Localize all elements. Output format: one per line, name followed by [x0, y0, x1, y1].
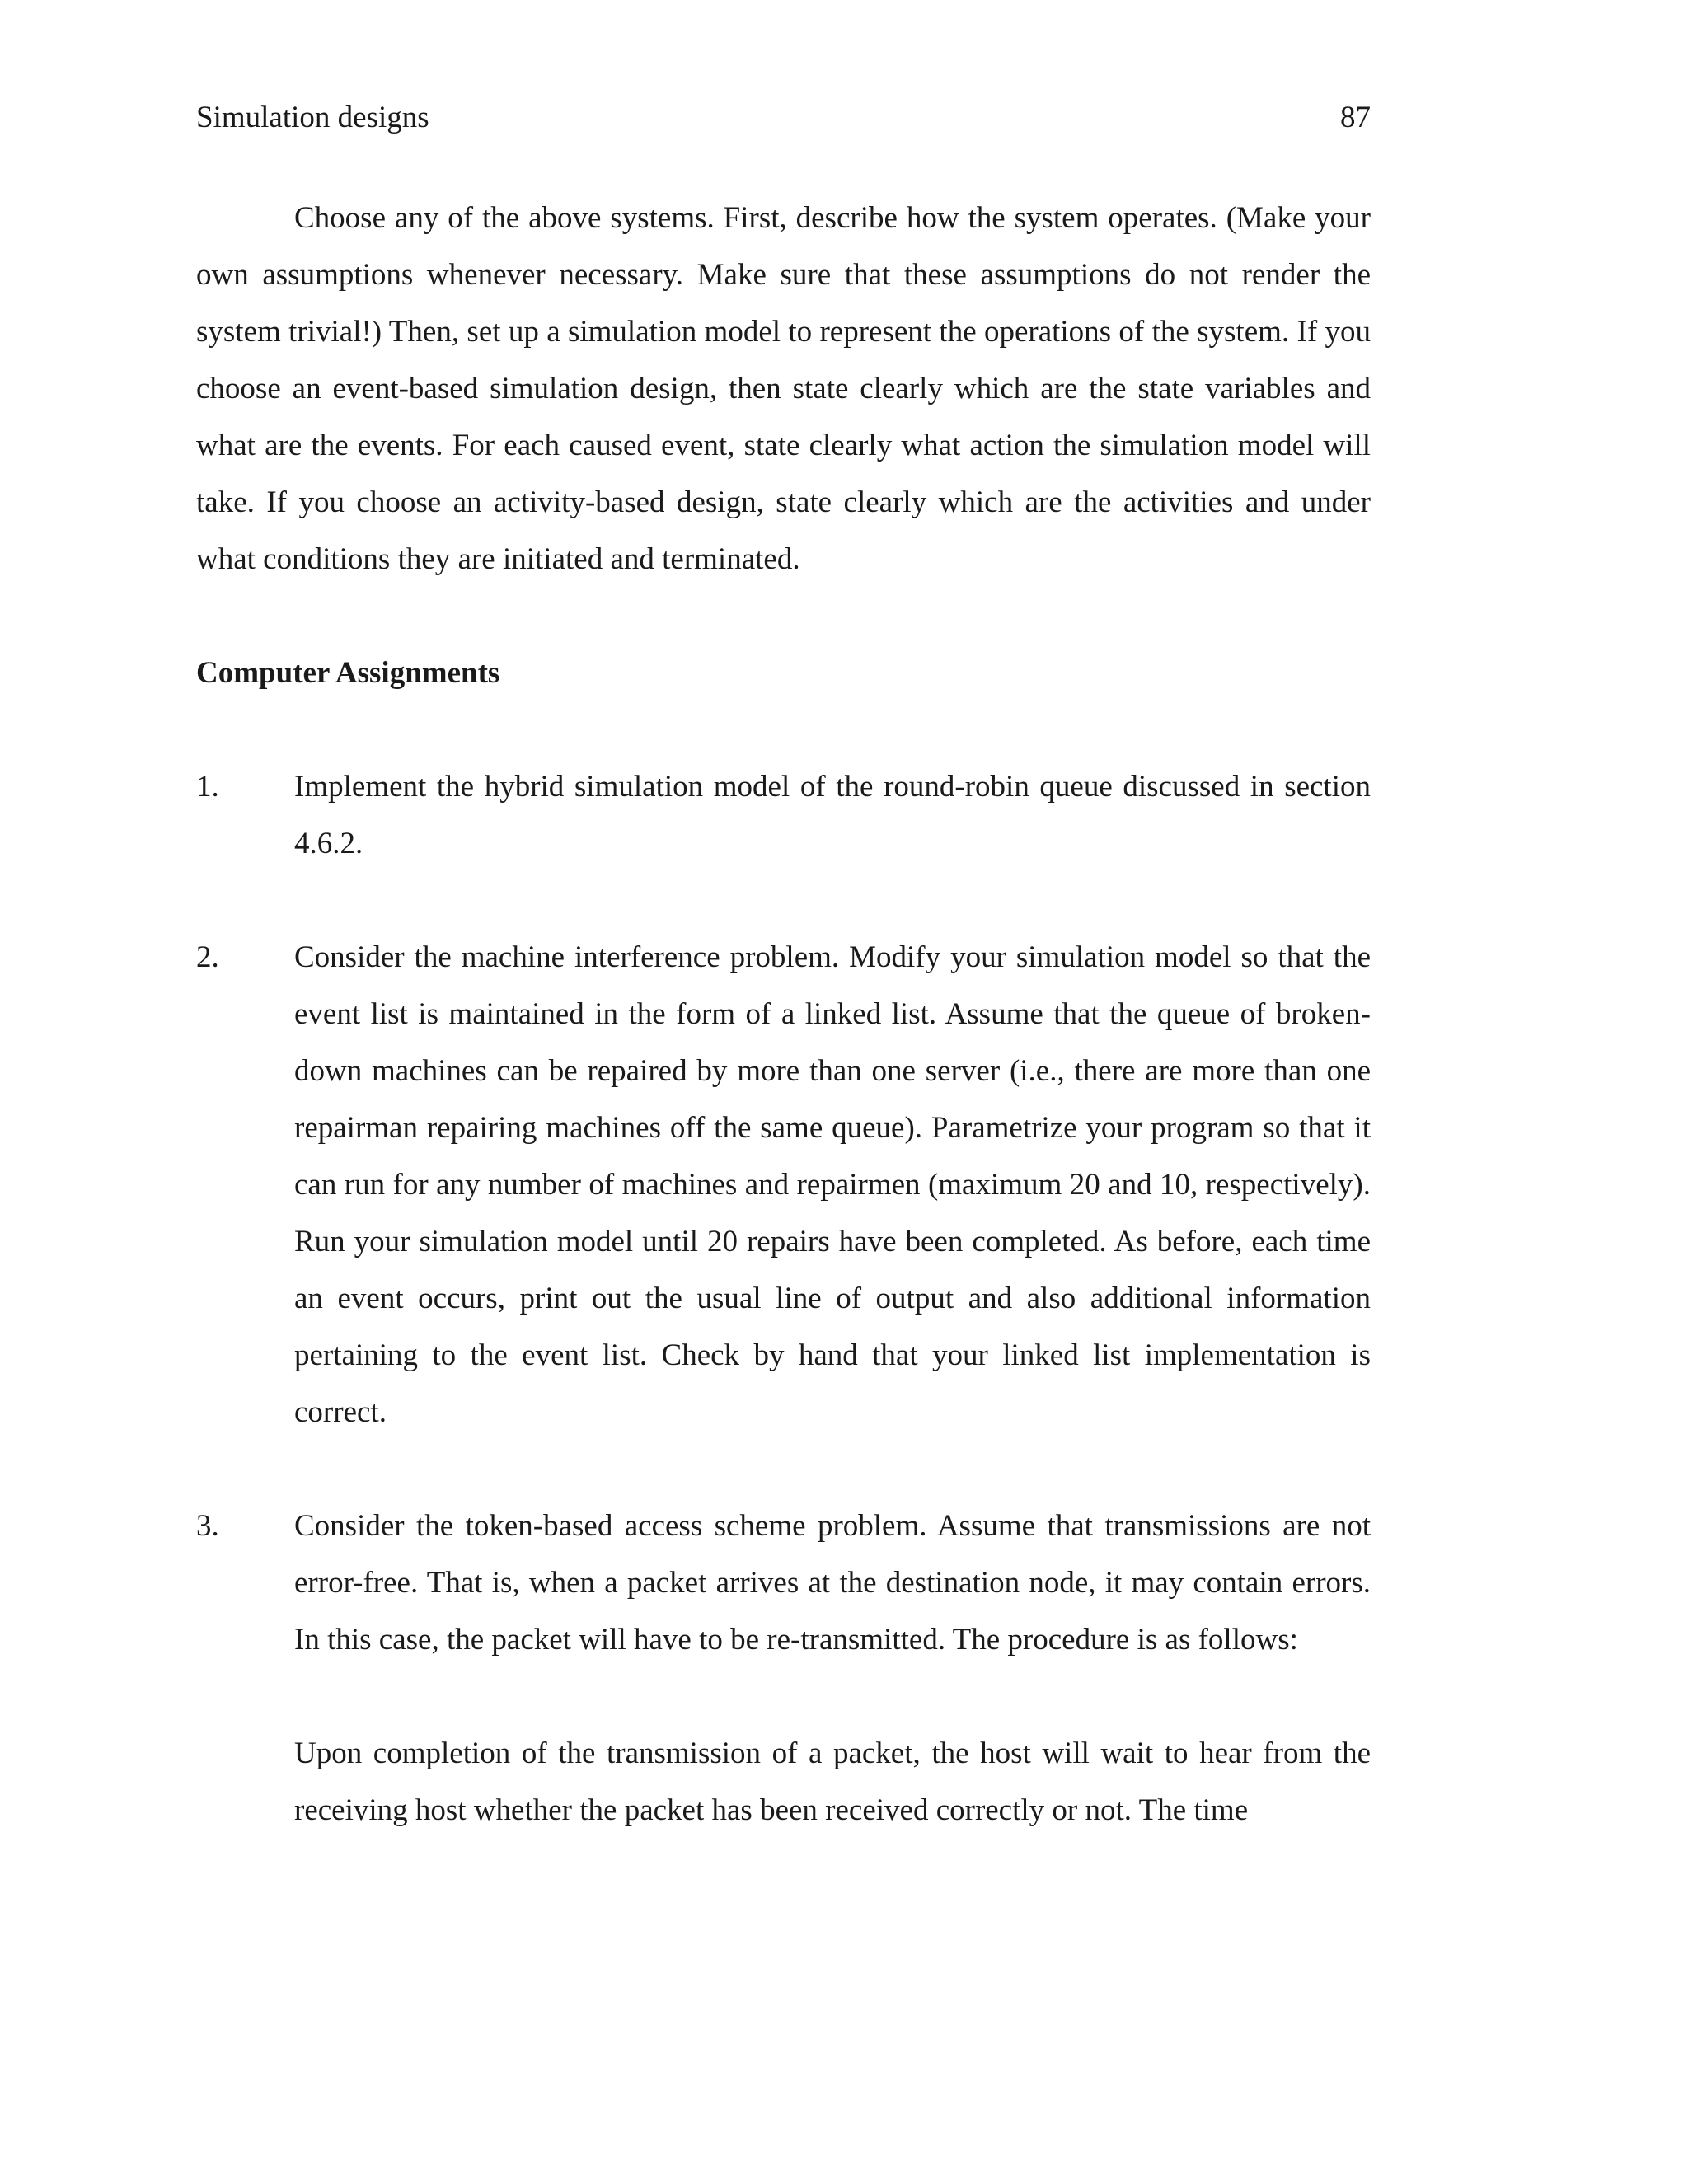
assignment-item-2 — [196, 929, 1371, 1441]
assignment-item-1 — [196, 758, 1371, 872]
item-text: Consider the token-based access scheme problem. Assume that transmissions are not error-free. That is, when a packet arrives at the destination node, it may contain errors. In this case, the packet will have to be re-transmitted. The procedure is as follows: — [294, 1509, 1371, 1657]
section-heading: Computer Assignments — [196, 656, 500, 690]
item-number: 2. — [196, 940, 219, 974]
item-3-continuation: Upon completion of the transmission of a packet, the host will wait to hear from the receiving host whether the packet has been received correctly or not. The time — [294, 1736, 1371, 1827]
running-header — [196, 97, 1371, 138]
item-text: Consider the machine interference problem. Modify your simulation model so that the event list is maintained in the form of a linked list. Assume that the queue of broken-down machines can be repaired by more than one server (i.e., there are more than one repairman repairing machines off the same queue). Parametrize your program so that it can run for any number of machines and repairmen (maximum 20 and 10, respectively). Run your simulation model until 20 repairs have been completed. As before, each time an event occurs, print out the usual line of output and also additional information pertaining to the event list. Check by hand that your linked list implementation is correct. — [294, 940, 1371, 1429]
item-number: 3. — [196, 1509, 219, 1543]
document-page — [196, 0, 1371, 2184]
running-title: Simulation designs — [196, 101, 429, 134]
intro-paragraph: Choose any of the above systems. First, describe how the system operates. (Make your own assumptions whenever necessary. Make sure that these assumptions do not render the system trivial!) Then, set up a simulation model to represent the operations of the system. If you choose an event-based simulation design, then state clearly which are the state variables and what are the events. For each caused event, state clearly what action the simulation model will take. If you choose an activity-based design, state clearly which are the activities and under what conditions they are initiated and terminated. — [196, 201, 1371, 576]
item-number: 1. — [196, 770, 219, 804]
item-text: Implement the hybrid simulation model of the round-robin queue discussed in section 4.6.2. — [294, 770, 1371, 860]
assignment-item-3 — [196, 1497, 1371, 1668]
body-text — [196, 190, 1371, 1839]
page-number: 87 — [1340, 101, 1371, 134]
